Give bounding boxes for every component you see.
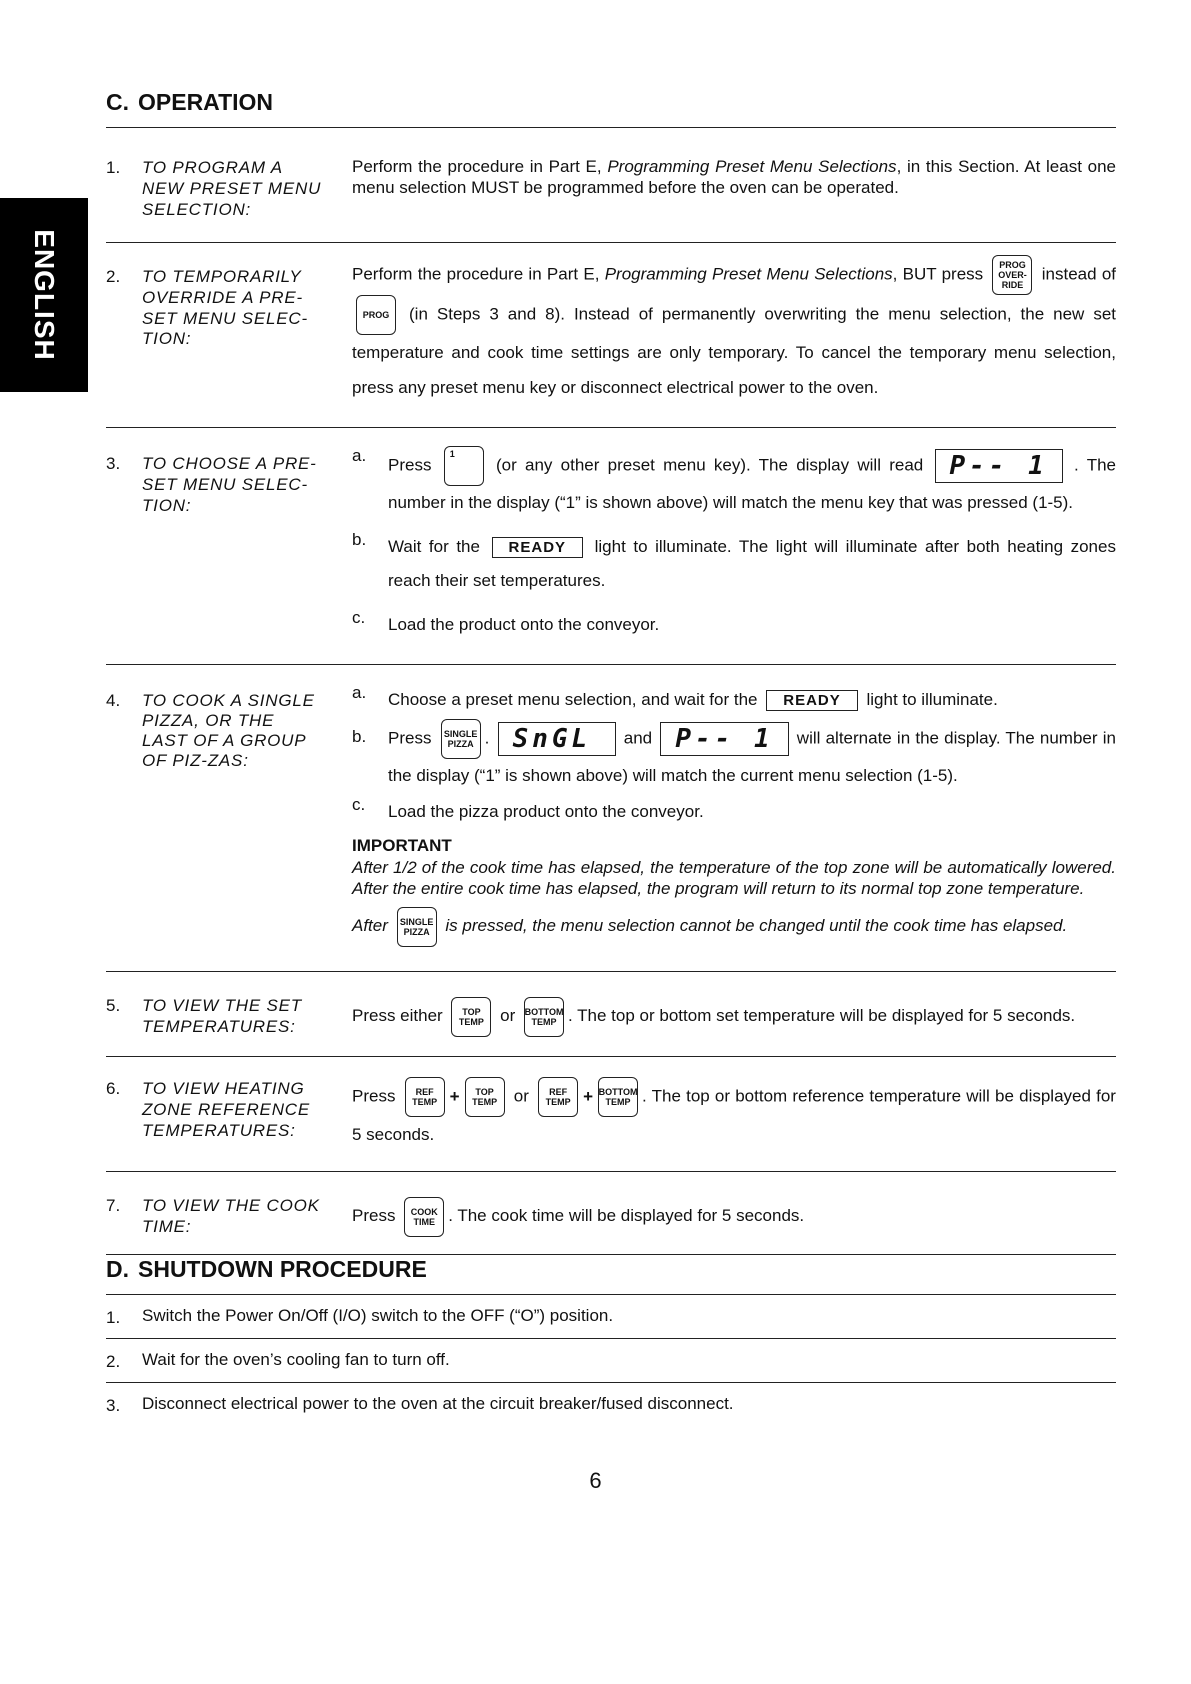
- step-number: 5.: [106, 996, 121, 1016]
- step-7: [106, 1172, 1116, 1255]
- step-label: TO PROGRAM A NEW PRESET MENU SELECTION:: [142, 158, 322, 219]
- step-number: 6.: [106, 1079, 121, 1099]
- step-label: TO TEMPORARILY OVERRIDE A PRE-SET MENU SELEC-TION:: [142, 267, 308, 349]
- sub-letter: b.: [352, 727, 367, 747]
- step-text: Perform the procedure in Part E,: [352, 157, 608, 177]
- item-text: Switch the Power On/Off (I/O) switch to the OFF (“O”) position.: [142, 1306, 614, 1326]
- sub-step-b: [352, 719, 1116, 793]
- sub-text: Press 1 (or any other preset menu key). The display will read P-- 1 . The number in the display (“1” is shown above) will match the menu key that was pressed (1-5).: [388, 446, 1116, 520]
- shutdown-list: [106, 1295, 1116, 1425]
- sub-step-a: [352, 683, 1116, 717]
- section-letter: D.: [106, 1256, 129, 1283]
- prog-override-key: PROG OVER- RIDE: [992, 255, 1032, 295]
- step-2: [106, 243, 1116, 428]
- step-number: 2.: [106, 267, 121, 287]
- item-text: Disconnect electrical power to the oven at the circuit breaker/fused disconnect.: [142, 1393, 734, 1413]
- section-d-heading: [106, 1255, 1116, 1295]
- after-note: After SINGLE PIZZA is pressed, the menu selection cannot be changed until the cook time has elapsed.: [352, 903, 1116, 949]
- page-number: 6: [589, 1468, 602, 1493]
- step-body: Press either TOP TEMP or BOTTOM TEMP . The top or bottom set temperature will be displayed for 5 seconds.: [352, 994, 1116, 1038]
- item-text: Wait for the oven’s cooling fan to turn off.: [142, 1350, 450, 1370]
- step-body: [352, 683, 1116, 949]
- section-title: OPERATION: [138, 89, 274, 115]
- step-number: 4.: [106, 691, 121, 711]
- step-number: 7.: [106, 1196, 121, 1216]
- step-text: instead of: [1041, 264, 1117, 284]
- step-3: [106, 428, 1116, 665]
- sub-text: Wait for the READY light to illuminate. The light will illuminate after both heating zones reach their set temperatures.: [388, 537, 1116, 591]
- step-body: [352, 156, 1116, 220]
- section-letter: C.: [106, 89, 129, 115]
- sub-letter: a.: [352, 446, 367, 466]
- page-content: [106, 88, 1116, 1426]
- sub-text: Load the pizza product onto the conveyor.: [388, 802, 704, 822]
- sub-letter: a.: [352, 683, 367, 703]
- language-tab-label: ENGLISH: [29, 229, 61, 361]
- step-body: [352, 446, 1116, 642]
- reference-title: Programming Preset Menu Selections: [607, 157, 897, 177]
- top-temp-key: TOP TEMP: [465, 1077, 505, 1117]
- sub-text: Load the product onto the conveyor.: [388, 615, 660, 635]
- step-6: [106, 1057, 1116, 1172]
- sub-step-a: [352, 446, 1116, 520]
- step-number: 1.: [106, 158, 121, 178]
- sub-text: Choose a preset menu selection, and wait for the READY light to illuminate.: [388, 690, 998, 710]
- step-body: Press COOK TIME . The cook time will be displayed for 5 seconds.: [352, 1194, 1116, 1238]
- step-text: Perform the procedure in Part E,: [352, 264, 605, 284]
- important-text: After 1/2 of the cook time has elapsed, the temperature of the top zone will be automatically lowered. After the entire cook time has elapsed, the program will return to its normal top zone temperature.: [352, 858, 1116, 899]
- step-text: , in this Section. At least one menu selection MUST be programmed before the oven can be operated.: [352, 157, 1117, 198]
- display-p1: P-- 1: [660, 722, 788, 756]
- top-temp-key: TOP TEMP: [451, 997, 491, 1037]
- item-number: 2.: [106, 1352, 121, 1372]
- sub-step-b: [352, 530, 1116, 598]
- language-tab: [0, 198, 88, 392]
- bottom-temp-key: BOTTOM TEMP: [524, 997, 564, 1037]
- shutdown-item: [106, 1295, 1116, 1339]
- step-label: TO COOK A SINGLE PIZZA, OR THE LAST OF A GROUP OF PIZ-ZAS:: [142, 691, 315, 771]
- step-label: TO CHOOSE A PRE-SET MENU SELEC-TION:: [142, 454, 317, 515]
- step-text: (in Steps 3 and 8). Instead of permanently overwriting the menu selection, the new set temperature and cook time settings are only temporary. To cancel the temporary menu selection, press any preset menu key or disconnect electrical power to the oven.: [352, 304, 1116, 398]
- sub-step-c: [352, 608, 1116, 642]
- shutdown-item: [106, 1339, 1116, 1383]
- bottom-temp-key: BOTTOM TEMP: [598, 1077, 638, 1117]
- section-title: SHUTDOWN PROCEDURE: [138, 1256, 427, 1283]
- step-label: TO VIEW THE COOK TIME:: [142, 1196, 320, 1236]
- single-pizza-key: SINGLE PIZZA: [441, 719, 481, 759]
- step-text: , BUT press: [892, 264, 984, 284]
- preset-1-key: 1: [444, 446, 484, 486]
- item-number: 1.: [106, 1308, 121, 1328]
- shutdown-item: [106, 1383, 1116, 1426]
- step-5: [106, 972, 1116, 1057]
- sub-text: Press SINGLE PIZZA . SnGL and P-- 1 will alternate in the display. The number in the display (“1” is shown above) will match the current menu selection (1-5).: [388, 719, 1116, 793]
- display-sngl: SnGL: [498, 722, 616, 756]
- step-label: TO VIEW THE SET TEMPERATURES:: [142, 996, 302, 1036]
- sub-letter: b.: [352, 530, 367, 550]
- ref-temp-key: REF TEMP: [405, 1077, 445, 1117]
- ready-light: READY: [766, 690, 858, 711]
- sub-letter: c.: [352, 608, 366, 628]
- ready-light: READY: [492, 537, 584, 558]
- item-number: 3.: [106, 1395, 121, 1415]
- important-heading: IMPORTANT: [352, 836, 452, 856]
- step-number: 3.: [106, 454, 121, 474]
- ref-temp-key: REF TEMP: [538, 1077, 578, 1117]
- step-4: [106, 665, 1116, 972]
- cook-time-key: COOK TIME: [404, 1197, 444, 1237]
- step-1: [106, 128, 1116, 243]
- section-c-heading: [106, 88, 1116, 128]
- step-body: [352, 255, 1116, 405]
- prog-key: PROG: [356, 295, 396, 335]
- sub-letter: c.: [352, 795, 366, 815]
- step-body: Press REF TEMP + TOP TEMP or REF TEMP + BOTTOM TEMP . The top or bottom reference temperature will be displayed for 5 seconds.: [352, 1077, 1116, 1153]
- single-pizza-key: SINGLE PIZZA: [397, 907, 437, 947]
- sub-step-c: [352, 795, 1116, 829]
- step-label: TO VIEW HEATING ZONE REFERENCE TEMPERATURES:: [142, 1079, 310, 1140]
- display-p1: P-- 1: [935, 449, 1063, 483]
- reference-title: Programming Preset Menu Selections: [604, 264, 893, 284]
